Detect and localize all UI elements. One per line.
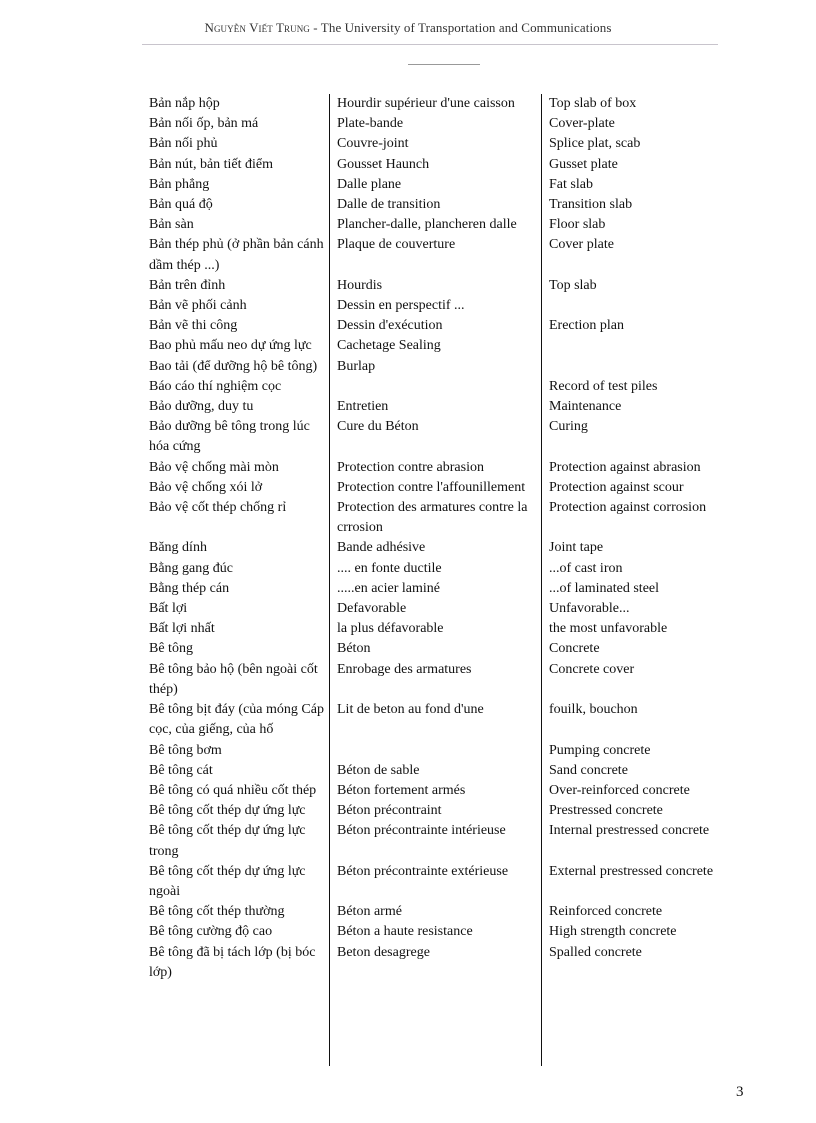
term-french: Burlap: [337, 358, 376, 374]
term-english: ...of laminated steel: [549, 580, 660, 596]
term-english: [549, 296, 739, 316]
term-vietnamese: Bằng gang đúc: [149, 560, 233, 576]
glossary-row: [149, 862, 739, 902]
header-institution: - The University of Transportation and Communications: [313, 20, 612, 35]
term-french: .....en acier laminé: [337, 580, 441, 596]
glossary-row: [149, 94, 739, 114]
term-english: fouilk, bouchon: [549, 702, 638, 718]
glossary-row: [149, 599, 739, 619]
term-vietnamese: Bản nắp hộp: [149, 96, 220, 111]
term-vietnamese: Bất lợi: [149, 601, 188, 617]
term-french: Protection des armatures contre la crrosion: [337, 500, 531, 536]
term-french: Plancher-dalle, plancheren dalle: [337, 217, 517, 233]
term-english: Fat slab: [549, 176, 593, 192]
term-english: Concrete: [549, 641, 600, 657]
term-vietnamese: Bản thép phủ (ở phần bản cánh dầm thép ...): [149, 237, 328, 273]
term-english: Top slab of box: [549, 96, 637, 111]
term-english: Floor slab: [549, 217, 606, 233]
term-english: [549, 357, 739, 377]
glossary-table: [149, 94, 739, 983]
term-vietnamese: Bảo dưỡng, duy tu: [149, 399, 254, 415]
term-vietnamese: Bản nối phủ: [149, 136, 218, 152]
term-french: Lit de beton au fond d'une: [337, 702, 484, 718]
term-french: [337, 741, 547, 761]
term-vietnamese: Bê tông cốt thép thường: [149, 904, 285, 920]
term-french: Dalle plane: [337, 176, 402, 192]
term-vietnamese: Bảo dưỡng bê tông trong lúc hóa cứng: [149, 419, 314, 455]
term-french: Dalle de transition: [337, 197, 441, 213]
term-vietnamese: Báo cáo thí nghiệm cọc: [149, 378, 282, 394]
term-english: Over-reinforced concrete: [549, 782, 690, 798]
term-french: Béton de sable: [337, 762, 420, 778]
term-english: Pumping concrete: [549, 742, 651, 758]
glossary-row: [149, 579, 739, 599]
running-header: [0, 20, 816, 36]
term-vietnamese: Bảo vệ chống xói lở: [149, 479, 263, 495]
glossary-row: [149, 498, 739, 538]
term-french: Beton desagrege: [337, 944, 430, 960]
term-french: Defavorable: [337, 601, 407, 617]
glossary-row: [149, 276, 739, 296]
term-french: Protection contre abrasion: [337, 459, 484, 475]
term-french: Hourdis: [337, 277, 383, 293]
page-number: 3: [736, 1084, 744, 1100]
term-english: External prestressed concrete: [549, 863, 714, 879]
term-french: Plaque de couverture: [337, 237, 456, 253]
term-english: Spalled concrete: [549, 944, 642, 960]
glossary-row: [149, 417, 739, 457]
term-vietnamese: Bản sàn: [149, 217, 194, 233]
glossary-row: [149, 195, 739, 215]
glossary-row: [149, 700, 739, 740]
term-english: Gusset plate: [549, 156, 618, 172]
term-french: Béton fortement armés: [337, 782, 466, 798]
glossary-row: [149, 357, 739, 377]
term-english: Joint tape: [549, 540, 604, 556]
term-vietnamese: Bằng thép cán: [149, 580, 230, 596]
term-vietnamese: Bê tông cốt thép dự ứng lực: [149, 803, 306, 819]
term-english: Cover-plate: [549, 116, 615, 132]
term-vietnamese: Bê tông: [149, 641, 193, 657]
term-french: Plate-bande: [337, 116, 404, 132]
header-short-rule: [408, 64, 480, 65]
term-french: Enrobage des armatures: [337, 661, 472, 677]
header-rule: [142, 44, 718, 45]
term-vietnamese: Bao phủ mấu neo dự ứng lực: [149, 338, 312, 354]
term-english: Concrete cover: [549, 661, 635, 677]
glossary-row: [149, 397, 739, 417]
term-english: Reinforced concrete: [549, 904, 663, 920]
term-vietnamese: Bản phẳng: [149, 176, 210, 192]
glossary-row: [149, 922, 739, 942]
term-french: .... en fonte ductile: [337, 560, 442, 576]
glossary-row: [149, 114, 739, 134]
term-french: Cure du Béton: [337, 419, 419, 435]
term-french: Protection contre l'affounillement: [337, 479, 526, 495]
term-vietnamese: Bê tông có quá nhiều cốt thép: [149, 782, 317, 798]
term-english: High strength concrete: [549, 924, 677, 940]
term-vietnamese: Bê tông cát: [149, 762, 213, 778]
term-vietnamese: Bảo vệ chống mài mòn: [149, 459, 279, 475]
term-french: Cachetage Sealing: [337, 338, 441, 354]
glossary-row: [149, 559, 739, 579]
term-french: Béton précontraint: [337, 803, 442, 819]
header-author: Nguyễn Viết Trung: [204, 20, 310, 35]
glossary-row: [149, 902, 739, 922]
glossary-row: [149, 478, 739, 498]
term-vietnamese: Bao tải (để dưỡng hộ bê tông): [149, 358, 318, 374]
glossary-row: [149, 458, 739, 478]
term-english: Prestressed concrete: [549, 803, 663, 819]
term-vietnamese: Bê tông bịt đáy (của móng Cáp cọc, của giếng, của hố: [149, 702, 328, 738]
term-english: Protection against scour: [549, 479, 684, 495]
term-vietnamese: Bất lợi nhất: [149, 621, 215, 637]
term-french: Entretien: [337, 399, 389, 415]
term-vietnamese: Băng dính: [149, 540, 207, 556]
term-english: Protection against abrasion: [549, 459, 701, 475]
glossary-row: [149, 821, 739, 861]
term-french: Couvre-joint: [337, 136, 409, 152]
term-french: la plus défavorable: [337, 621, 444, 637]
glossary-row: [149, 761, 739, 781]
term-vietnamese: Bản quá độ: [149, 197, 213, 213]
term-english: Transition slab: [549, 197, 633, 213]
term-english: Unfavorable...: [549, 601, 630, 617]
term-english: [549, 336, 739, 356]
term-english: Curing: [549, 419, 588, 435]
term-french: Dessin d'exécution: [337, 318, 443, 334]
term-english: Cover plate: [549, 237, 614, 253]
glossary-row: [149, 943, 739, 983]
glossary-row: [149, 296, 739, 316]
term-vietnamese: Bản vẽ thi công: [149, 318, 238, 334]
glossary-row: [149, 377, 739, 397]
glossary-row: [149, 316, 739, 336]
term-english: the most unfavorable: [549, 621, 668, 637]
glossary-row: [149, 639, 739, 659]
term-english: Maintenance: [549, 399, 622, 415]
term-french: Hourdir supérieur d'une caisson: [337, 96, 515, 111]
term-vietnamese: Bản vẽ phối cảnh: [149, 298, 247, 314]
glossary-row: [149, 215, 739, 235]
term-vietnamese: Bản nút, bản tiết điểm: [149, 156, 274, 172]
term-vietnamese: Bê tông bơm: [149, 742, 222, 758]
term-english: Erection plan: [549, 318, 625, 334]
term-english: Sand concrete: [549, 762, 628, 778]
term-vietnamese: Bê tông bảo hộ (bên ngoài cốt thép): [149, 661, 322, 697]
term-french: Béton a haute resistance: [337, 924, 473, 940]
term-vietnamese: Bê tông cường độ cao: [149, 924, 273, 940]
term-french: Béton armé: [337, 904, 402, 920]
glossary-row: [149, 741, 739, 761]
term-vietnamese: Bản nối ốp, bản má: [149, 116, 259, 132]
term-english: Splice plat, scab: [549, 136, 641, 152]
term-french: Dessin en perspectif ...: [337, 298, 465, 314]
term-vietnamese: Bản trên đỉnh: [149, 277, 226, 293]
term-vietnamese: Bảo vệ cốt thép chống rỉ: [149, 500, 287, 516]
glossary-row: [149, 781, 739, 801]
term-french: Béton précontrainte intérieuse: [337, 823, 506, 839]
glossary-row: [149, 660, 739, 700]
term-vietnamese: Bê tông cốt thép dự ứng lực trong: [149, 823, 310, 859]
glossary-row: [149, 134, 739, 154]
glossary-row: [149, 235, 739, 275]
term-english: Top slab: [549, 277, 597, 293]
term-french: [337, 377, 547, 397]
term-french: Bande adhésive: [337, 540, 426, 556]
term-french: Béton précontrainte extérieuse: [337, 863, 509, 879]
term-english: Record of test piles: [549, 378, 658, 394]
glossary-row: [149, 336, 739, 356]
term-vietnamese: Bê tông cốt thép dự ứng lực ngoài: [149, 863, 310, 899]
term-english: Internal prestressed concrete: [549, 823, 710, 839]
glossary-row: [149, 155, 739, 175]
glossary-row: [149, 619, 739, 639]
glossary-row: [149, 538, 739, 558]
term-english: Protection against corrosion: [549, 500, 707, 516]
term-french: Béton: [337, 641, 371, 657]
term-english: ...of cast iron: [549, 560, 623, 576]
term-french: Gousset Haunch: [337, 156, 430, 172]
glossary-row: [149, 175, 739, 195]
glossary-row: [149, 801, 739, 821]
term-vietnamese: Bê tông đã bị tách lớp (bị bóc lớp): [149, 944, 319, 980]
